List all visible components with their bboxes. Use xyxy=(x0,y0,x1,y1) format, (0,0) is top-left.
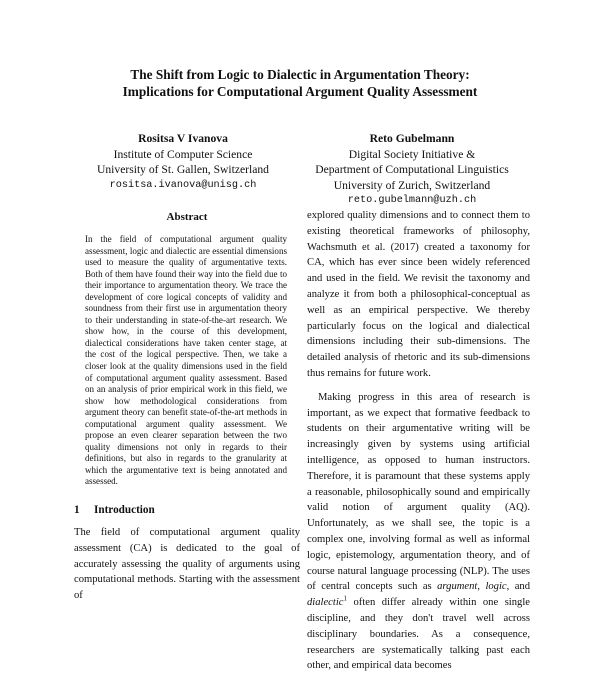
term-logic: logic xyxy=(485,581,507,593)
title-line-2: Implications for Computational Argument Quality Assessment xyxy=(122,84,478,99)
paper-title xyxy=(60,66,540,100)
author-affiliation: University of Zurich, Switzerland xyxy=(333,178,491,192)
separator: , and xyxy=(506,581,531,593)
section-number: 1 xyxy=(74,504,80,517)
author-block-ivanova xyxy=(76,131,290,193)
body-paragraph-1: explored quality dimensions and to connect them to existing theoretical frameworks of philosophy, Wachsmuth et al. (2017) created a taxonomy for CA, which has ever since been widely referenced and used in the field. We revisit the taxonomy and analyze it from both a philosophical-conceptual as well as an empirical perspective. We thereby particularly focus on the logical and dialectical dimensions including their sub-dimensions. The detailed analysis of rhetoric and its sub-dimensions thus remains for future work. xyxy=(307,210,530,379)
author-email: reto.gubelmann@uzh.ch xyxy=(347,195,477,206)
author-name: Rositsa V Ivanova xyxy=(138,132,228,145)
author-affiliation: University of St. Gallen, Switzerland xyxy=(97,163,269,176)
author-email: rositsa.ivanova@unisg.ch xyxy=(109,179,257,191)
introduction-paragraph: The field of computational argument quality assessment (CA) is dedicated to the goal of accurately assessing the quality of arguments using computational methods. Starting with the assessment of xyxy=(74,527,300,602)
term-dialectic: dialectic xyxy=(307,597,344,609)
author-affiliation: Department of Computational Linguistics xyxy=(315,163,509,176)
left-column xyxy=(74,208,300,604)
footnote-marker[interactable]: 1 xyxy=(343,594,347,603)
section-title: Introduction xyxy=(94,504,155,517)
title-line-1: The Shift from Logic to Dialectic in Argumentation Theory: xyxy=(130,67,470,82)
body-paragraph-2 xyxy=(307,390,530,674)
abstract-heading: Abstract xyxy=(166,211,208,223)
author-name: Reto Gubelmann xyxy=(369,132,455,145)
paragraph-text: often differ already within one single discipline, and they don't travel well across disciplinary boundaries. As a consequence, researchers are systematically talking past each other, and empirical data becomes xyxy=(307,597,530,672)
author-affiliation: Digital Society Initiative & xyxy=(348,147,476,161)
separator: , xyxy=(477,581,486,593)
author-block-gubelmann xyxy=(290,131,534,209)
author-affiliation: Institute of Computer Science xyxy=(113,147,253,161)
paragraph-text: Making progress in this area of research is important, as we expect that formative feedback to students on their argumentative writing will be increasingly given by systems using artificial intelligence, as opposed to human instructors. Therefore, it is paramount that these systems apply a reasonable, philosophically sound and empirically valid notion of argument quality (AQ). Unfortunately, as we shall see, the topic is a complex one, involving formal as well as informal logic, epistemology, argumentation theory, and of course natural language processing (NLP). The uses of central concepts such as xyxy=(307,391,530,593)
section-heading-introduction xyxy=(74,504,287,516)
term-argument: argument xyxy=(437,581,478,593)
abstract-text: In the field of computational argument quality assessment, logic and dialectic are essential dimensions used to measure the quality of argumentative texts. Both of them have found their way into the field due to their importance to argumentation theory. We trace the development of core logical concepts of validity and soundness from their first use in argumentation theory to their understanding in state-of-the-art research. We show how, in the course of this development, dialectical considerations have taken center stage, at the cost of the logical perspective. Then, we take a closer look at the quality dimensions used in the field of computational argument quality assessment. Based on an analysis of prior empirical work in this field, we show how methodological considerations from argument theory can benefit state-of-the-art methods in computational argument quality assessment. We propose an even clearer separation between the two quality dimensions not only in regards to their definitions, but also in regards to the granularity at which the argumentative text is being annotated and assessed. xyxy=(85,234,287,487)
right-column xyxy=(307,208,530,674)
